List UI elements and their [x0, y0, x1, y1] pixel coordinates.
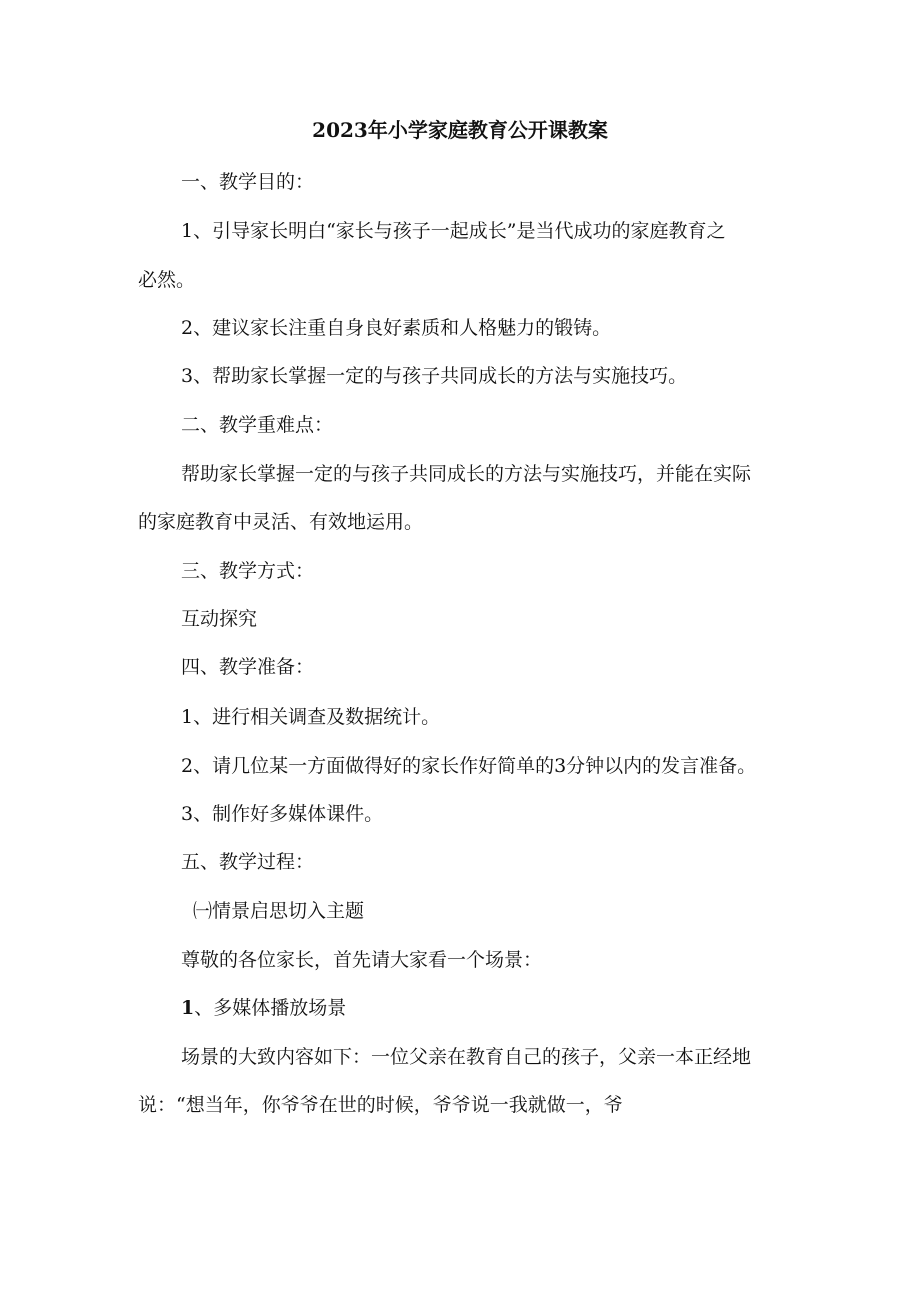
process-step-1: [181, 993, 346, 1023]
preparation-item-1: 1、进行相关调查及数据统计。: [181, 706, 441, 728]
section-heading-key-points: 二、教学重难点：: [181, 414, 334, 436]
section-heading-preparation: 四、教学准备：: [181, 656, 315, 678]
process-step-1-text: 、多媒体播放场景: [194, 997, 347, 1019]
document-title: 2023年小学家庭教育公开课教案: [312, 118, 608, 142]
key-points-line-2: 的家庭教育中灵活、有效地运用。: [138, 511, 424, 533]
scene-line-1: 场景的大致内容如下：一位父亲在教育自己的孩子，父亲一本正经地: [181, 1046, 752, 1068]
preparation-item-2: 2、请几位某一方面做得好的家长作好简单的3分钟以内的发言准备。: [181, 755, 757, 777]
method-content: 互动探究: [181, 608, 258, 630]
process-intro: 尊敬的各位家长，首先请大家看一个场景：: [181, 949, 543, 971]
objective-item-3: 3、帮助家长掌握一定的与孩子共同成长的方法与实施技巧。: [181, 365, 688, 387]
key-points-line-1: 帮助家长掌握一定的与孩子共同成长的方法与实施技巧，并能在实际: [181, 463, 752, 485]
section-heading-objectives: 一、教学目的：: [181, 171, 315, 193]
section-heading-method: 三、教学方式：: [181, 560, 315, 582]
section-heading-process: 五、教学过程：: [181, 851, 315, 873]
process-step-1-number: 1: [181, 997, 195, 1019]
objective-item-2: 2、建议家长注重自身良好素质和人格魅力的锻铸。: [181, 317, 612, 339]
preparation-item-3: 3、制作好多媒体课件。: [181, 803, 384, 825]
process-subheading-1: ㈠情景启思切入主题: [193, 900, 365, 922]
objective-item-1-line-2: 必然。: [138, 269, 196, 291]
objective-item-1-line-1: 1、引导家长明白“家长与孩子一起成长”是当代成功的家庭教育之: [181, 220, 726, 242]
scene-line-2: 说：“想当年，你爷爷在世的时候，爷爷说一我就做一，爷: [138, 1094, 623, 1116]
